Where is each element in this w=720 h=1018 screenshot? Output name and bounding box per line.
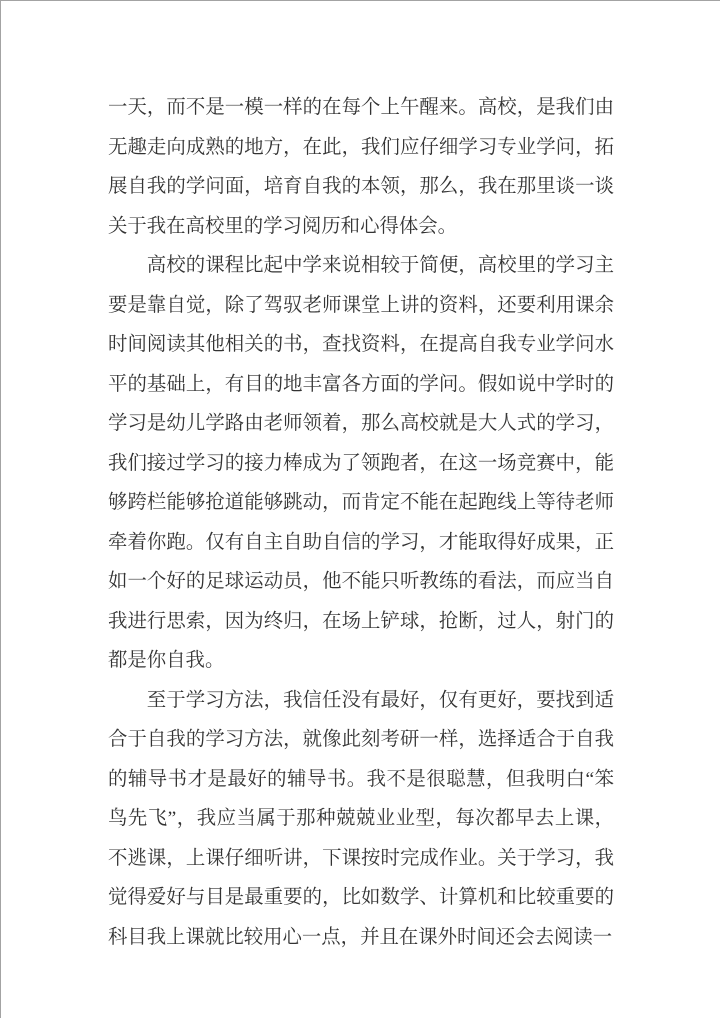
paragraph: 至于学习方法，我信任没有最好，仅有更好，要找到适合于自我的学习方法，就像此刻考研一样，选择适合于自我的辅导书才是最好的辅导书。我不是很聪慧，但我明白“笨鸟先飞”，我应当属于那种兢兢业业型，每次都早去上课，不逃课，上课仔细听讲，下课按时完成作业。关于学习，我觉得爱好与目是最重要的，比如数学、计算机和比较重要的科目我上课就比较用心一点，并且在课外时间还会去阅读一	[108, 689, 614, 948]
paragraph: 一天，而不是一模一样的在每个上午醒来。高校，是我们由无趣走向成熟的地方，在此，我们应仔细学习专业学问，拓展自我的学问面，培育自我的本领，那么，我在那里谈一谈关于我在高校里的学习阅历和心得体会。	[108, 97, 614, 237]
paragraph: 高校的课程比起中学来说相较于简便，高校里的学习主要是靠自觉，除了驾驭老师课堂上讲的资料，还要利用课余时间阅读其他相关的书，查找资料，在提高自我专业学问水平的基础上，有目的地丰富各方面的学问。假如说中学时的学习是幼儿学路由老师领着，那么高校就是大人式的学习，我们接过学习的接力棒成为了领跑者，在这一场竞赛中，能够跨栏能够抢道能够跳动，而肯定不能在起跑线上等待老师牵着你跑。仅有自主自助自信的学习，才能取得好成果，正如一个好的足球运动员，他不能只听教练的看法，而应当自我进行思索，因为终归，在场上铲球，抢断，过人，射门的都是你自我。	[108, 255, 614, 671]
document-body	[108, 88, 614, 957]
